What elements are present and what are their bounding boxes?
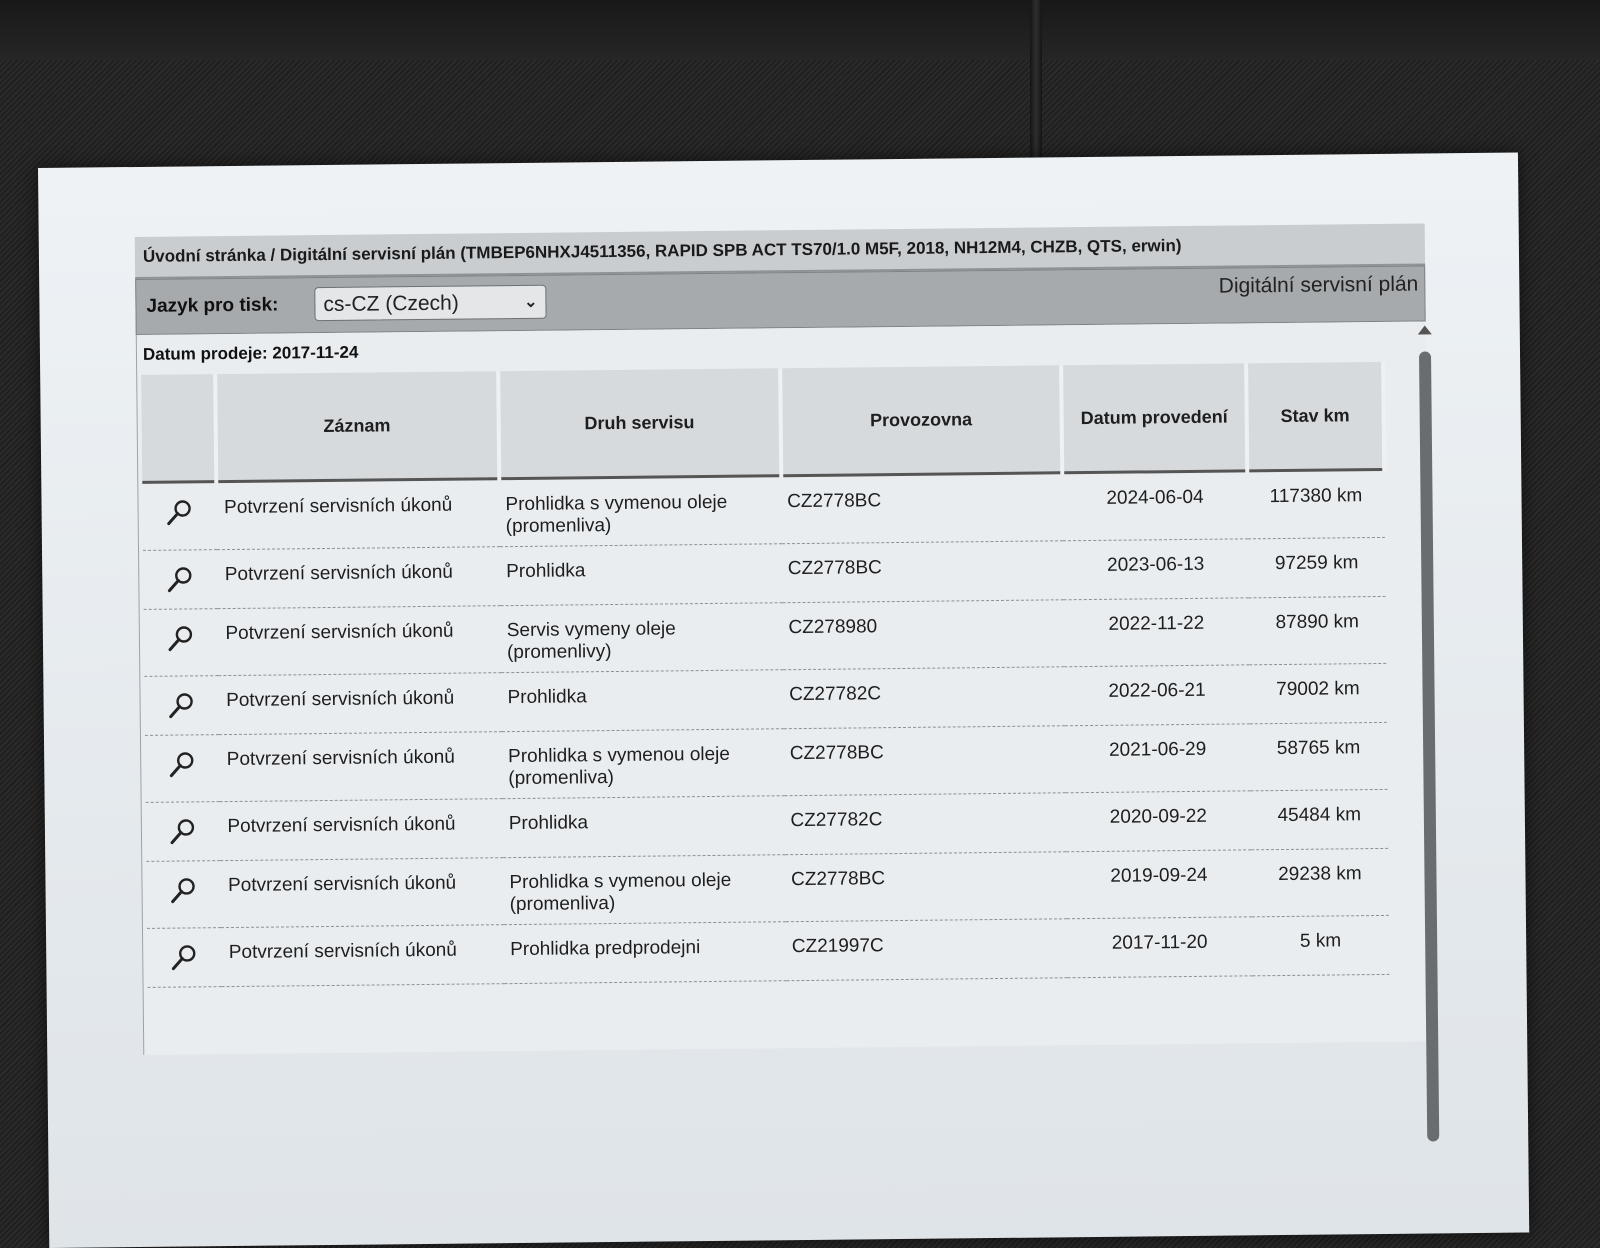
cell-druh-servisu: Prohlidka predprodejni [504, 922, 786, 984]
cell-zaznam: Potvrzení servisních úkonů [220, 858, 504, 928]
plan-title: Digitální servisní plán [1218, 272, 1419, 298]
printed-page [38, 153, 1529, 1248]
language-select[interactable] [314, 285, 546, 321]
cell-stav-km: 5 km [1252, 915, 1390, 975]
cell-stav-km: 97259 km [1248, 537, 1386, 597]
vertical-scrollbar[interactable] [1418, 321, 1441, 1141]
row-detail-cell[interactable] [145, 735, 219, 803]
cell-stav-km: 79002 km [1249, 663, 1387, 723]
chevron-down-icon: ⌄ [523, 293, 538, 311]
cell-datum-provedeni: 2021-06-29 [1065, 724, 1250, 793]
cell-zaznam: Potvrzení servisních úkonů [216, 479, 500, 550]
cell-datum-provedeni: 2019-09-24 [1066, 850, 1251, 919]
table-header-row [141, 362, 1384, 483]
magnifier-icon[interactable] [168, 816, 198, 846]
magnifier-icon[interactable] [164, 497, 194, 527]
scroll-thumb[interactable] [1419, 351, 1439, 1141]
seat-seam [1030, 0, 1042, 170]
cell-druh-servisu: Prohlidka s vymenou oleje (promenliva) [499, 476, 781, 547]
cell-provozovna: CZ2778BC [785, 852, 1067, 922]
cell-zaznam: Potvrzení servisních úkonů [221, 925, 505, 987]
magnifier-icon[interactable] [169, 942, 199, 972]
row-detail-cell[interactable] [146, 861, 220, 929]
row-detail-cell[interactable] [146, 802, 220, 862]
cell-provozovna: CZ27782C [784, 793, 1066, 855]
cell-zaznam: Potvrzení servisních úkonů [218, 673, 502, 735]
cell-druh-servisu: Prohlidka [501, 670, 783, 732]
cell-provozovna: CZ2778BC [782, 541, 1064, 603]
row-detail-cell[interactable] [143, 550, 217, 610]
cell-provozovna: CZ21997C [786, 919, 1068, 981]
cell-provozovna: CZ27782C [783, 667, 1065, 729]
magnifier-icon[interactable] [166, 690, 196, 720]
cell-stav-km: 87890 km [1248, 596, 1386, 664]
cell-datum-provedeni: 2022-11-22 [1064, 598, 1249, 667]
seat-background-top [0, 0, 1600, 60]
service-records-table [141, 362, 1391, 988]
table-row[interactable] [147, 915, 1390, 987]
cell-datum-provedeni: 2022-06-21 [1064, 665, 1249, 726]
cell-druh-servisu: Prohlidka [503, 796, 785, 858]
cell-druh-servisu: Prohlidka [500, 544, 782, 606]
cell-zaznam: Potvrzení servisních úkonů [217, 606, 501, 676]
row-detail-cell[interactable] [142, 482, 216, 551]
column-header-icon [141, 374, 216, 482]
breadcrumb[interactable]: Úvodní stránka / Digitální servisní plán (TMBEP6NHXJ4511356, RAPID SPB ACT TS70/1.0 M5F, 2018, NH12M4, CHZB, QTS, erwin) [135, 223, 1425, 279]
cell-datum-provedeni: 2017-11-20 [1067, 917, 1252, 978]
scroll-up-arrow-icon[interactable] [1418, 325, 1432, 334]
column-header-druh-servisu[interactable]: Druh servisu [498, 368, 781, 478]
cell-druh-servisu: Servis vymeny oleje (promenlivy) [501, 603, 783, 673]
cell-datum-provedeni: 2020-09-22 [1066, 791, 1251, 852]
cell-stav-km: 58765 km [1250, 722, 1388, 790]
cell-druh-servisu: Prohlidka s vymenou oleje (promenliva) [503, 855, 785, 925]
cell-zaznam: Potvrzení servisních úkonů [218, 732, 502, 802]
column-header-provozovna[interactable]: Provozovna [780, 365, 1063, 475]
cell-zaznam: Potvrzení servisních úkonů [217, 547, 501, 609]
language-select-value: cs-CZ (Czech) [323, 291, 459, 317]
cell-datum-provedeni: 2024-06-04 [1062, 471, 1247, 541]
service-records-panel [136, 321, 1433, 1054]
row-detail-cell[interactable] [144, 609, 218, 677]
magnifier-icon[interactable] [165, 564, 195, 594]
row-detail-cell[interactable] [147, 928, 221, 988]
row-detail-cell[interactable] [144, 676, 218, 736]
cell-stav-km: 45484 km [1250, 789, 1388, 849]
cell-provozovna: CZ278980 [782, 600, 1064, 670]
cell-provozovna: CZ2778BC [781, 473, 1063, 544]
cell-zaznam: Potvrzení servisních úkonů [219, 799, 503, 861]
cell-stav-km: 29238 km [1251, 848, 1389, 916]
cell-druh-servisu: Prohlidka s vymenou oleje (promenliva) [502, 729, 784, 799]
service-plan-sheet [135, 223, 1433, 1054]
magnifier-icon[interactable] [166, 623, 196, 653]
language-label: Jazyk pro tisk: [146, 294, 279, 317]
magnifier-icon[interactable] [168, 875, 198, 905]
cell-provozovna: CZ2778BC [784, 726, 1066, 796]
column-header-stav-km[interactable]: Stav km [1246, 362, 1384, 471]
column-header-zaznam[interactable]: Záznam [215, 371, 500, 481]
cell-stav-km: 117380 km [1247, 469, 1385, 538]
column-header-datum-provedeni[interactable]: Datum provedení [1061, 363, 1247, 472]
magnifier-icon[interactable] [167, 749, 197, 779]
table-row[interactable] [142, 469, 1385, 550]
cell-datum-provedeni: 2023-06-13 [1063, 539, 1248, 600]
sale-date: Datum prodeje: 2017-11-24 [142, 342, 359, 364]
